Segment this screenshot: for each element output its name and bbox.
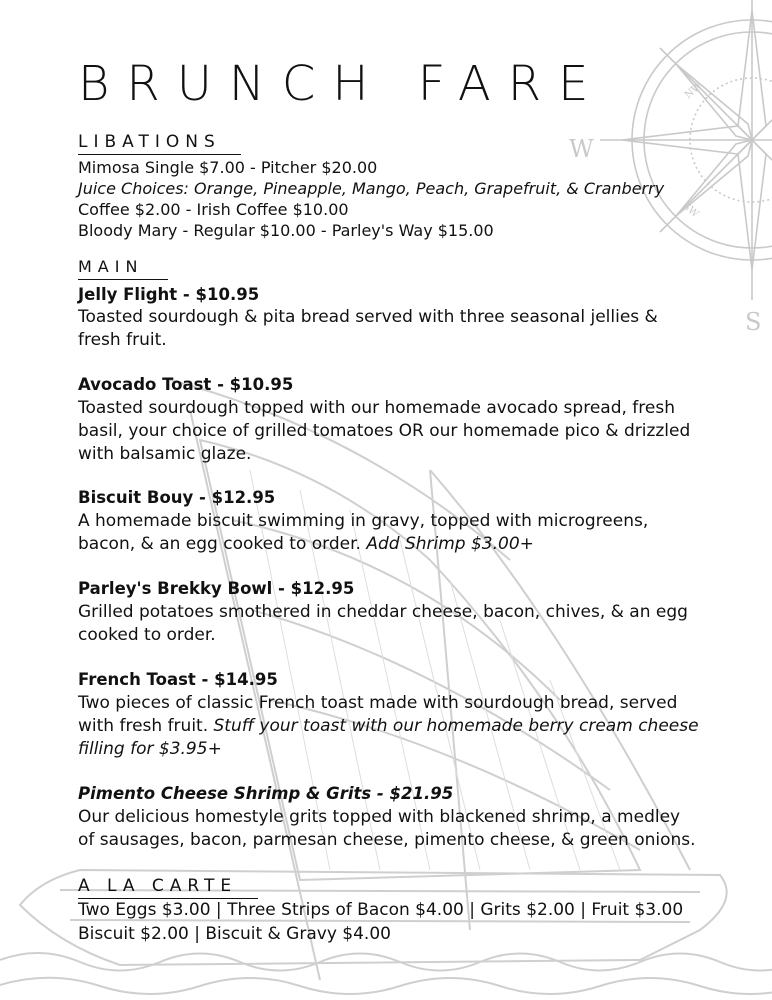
menu-item-desc: Toasted sourdough & pita bread served with three seasonal jellies & [78,307,658,327]
section-heading-label: A LA CARTE [78,876,238,896]
libations-line: Coffee $2.00 - Irish Coffee $10.00 [78,200,349,219]
a-la-carte-line: Biscuit $2.00 | Biscuit & Gravy $4.00 [78,924,391,944]
menu-item-name: Parley's Brekky Bowl - $12.95 [78,579,355,598]
section-heading-label: LIBATIONS [78,132,221,152]
compass-letter-nw: NW [682,80,705,102]
menu-item-desc: with fresh fruit. [78,716,209,736]
menu-item-desc: basil, your choice of grilled tomatoes OR our homemade pico & drizzled [78,421,691,441]
menu-item-desc: Toasted sourdough topped with our homemade avocado spread, fresh [78,398,675,418]
menu-item-addon: Add Shrimp $3.00+ [366,534,534,554]
section-underline [78,279,168,281]
menu-item-desc: of sausages, bacon, parmesan cheese, pimento cheese, & green onions. [78,830,696,850]
compass-rose-icon [600,0,772,300]
compass-letter-w: W [569,135,594,163]
menu-item-addon: Stuff your toast with our homemade berry cream cheese [213,716,699,736]
menu-item-desc: bacon, & an egg cooked to order. [78,534,361,554]
menu-item-desc: Two pieces of classic French toast made with sourdough bread, served [78,693,678,713]
menu-item-desc: A homemade biscuit swimming in gravy, topped with microgreens, [78,511,649,531]
libations-line: Mimosa Single $7.00 - Pitcher $20.00 [78,158,378,177]
menu-item-desc: Grilled potatoes smothered in cheddar cheese, bacon, chives, & an egg [78,602,688,622]
menu-item-desc: fresh fruit. [78,330,167,350]
menu-item-name: French Toast - $14.95 [78,670,278,689]
page-title: BRUNCH FARE [78,56,606,112]
section-heading-main [78,257,143,277]
menu-item-name: Biscuit Bouy - $12.95 [78,488,276,507]
menu-item-desc-row [78,715,699,738]
menu-item-addon: filling for $3.95+ [78,739,222,759]
menu-item-desc: Our delicious homestyle grits topped with blackened shrimp, a medley [78,807,681,827]
menu-item-desc: with balsamic glaze. [78,444,252,464]
a-la-carte-line: Two Eggs $3.00 | Three Strips of Bacon $4.00 | Grits $2.00 | Fruit $3.00 [78,900,684,920]
menu-item-name: Avocado Toast - $10.95 [78,375,294,394]
libations-line: Bloody Mary - Regular $10.00 - Parley's Way $15.00 [78,221,494,240]
menu-item-name: Pimento Cheese Shrimp & Grits - $21.95 [78,784,454,803]
menu-item-desc: cooked to order. [78,625,216,645]
section-heading-libations [78,132,221,152]
section-heading-a-la-carte [78,876,237,896]
compass-letter-s: S [745,308,762,336]
section-underline [78,154,241,156]
compass-letter-sw: SW [680,200,701,220]
menu-item-desc-row [78,533,534,556]
section-heading-label: MAIN [78,257,144,276]
menu-item-name: Jelly Flight - $10.95 [78,285,260,304]
libations-line: Juice Choices: Orange, Pineapple, Mango, Peach, Grapefruit, & Cranberry [78,179,665,198]
